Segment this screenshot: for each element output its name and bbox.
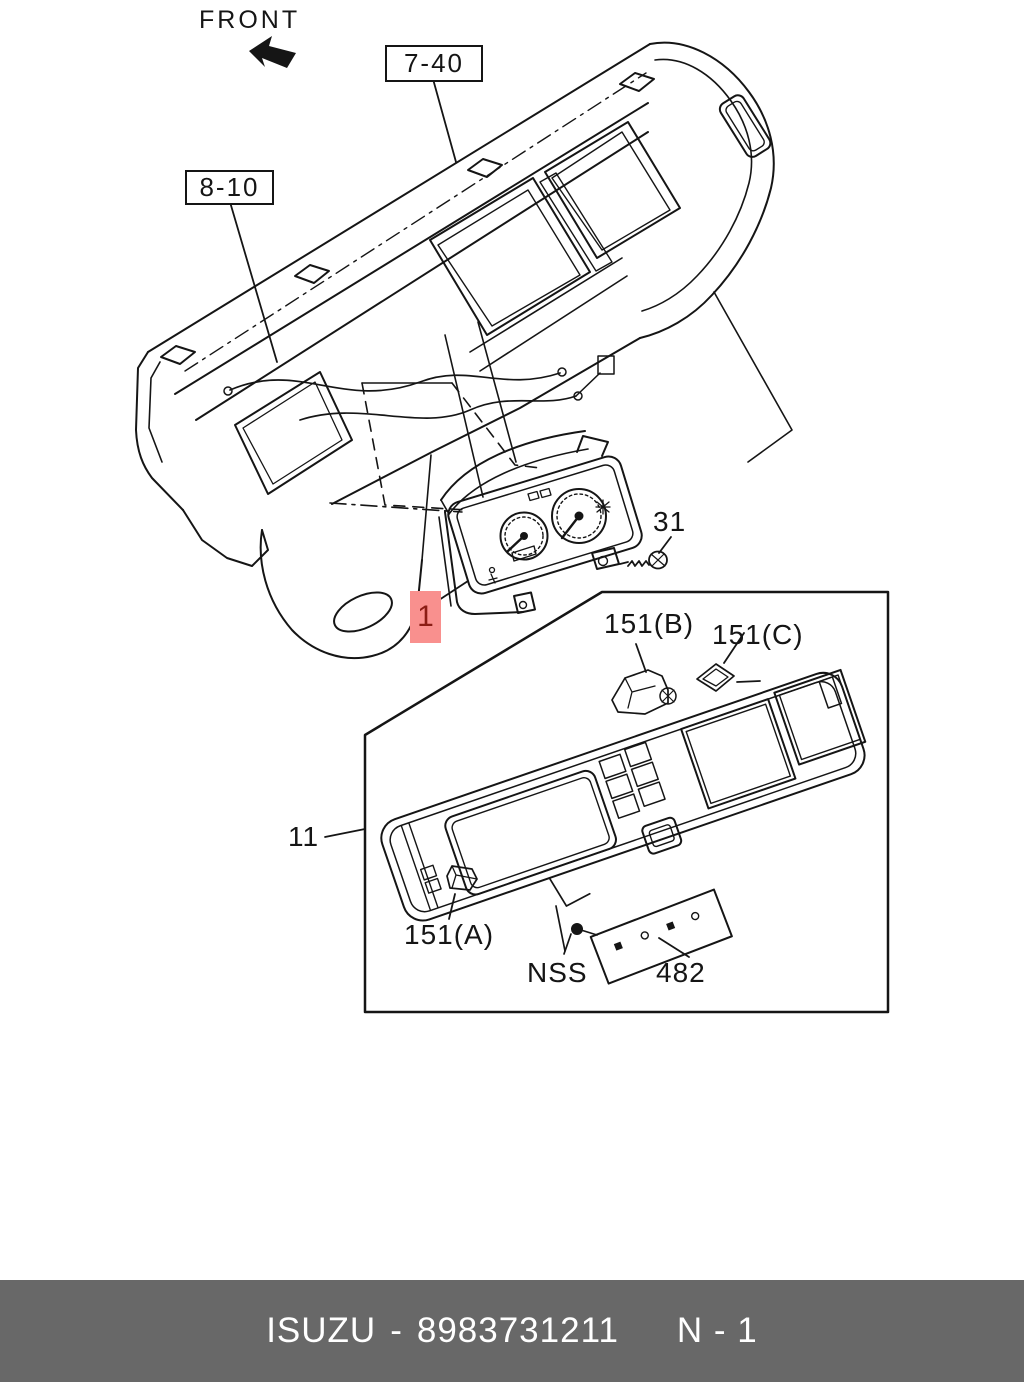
section-ref-8-10[interactable]: 8-10 xyxy=(185,170,274,205)
footer-bar xyxy=(0,1280,1024,1382)
footer-sheet-ref: N - 1 xyxy=(676,1311,758,1350)
footer-part-number: 8983731211 xyxy=(416,1311,619,1350)
instrument-cluster-drawing xyxy=(439,431,645,614)
callout-151c-clip[interactable]: 151(C) xyxy=(712,619,804,650)
callout-nss: NSS xyxy=(527,957,588,988)
snowflake-icon xyxy=(596,500,610,514)
front-orientation-label: FRONT xyxy=(199,6,301,34)
callout-151b-clip[interactable]: 151(B) xyxy=(604,608,695,639)
callout-151a-clip[interactable]: 151(A) xyxy=(404,919,495,950)
seatbelt-icon xyxy=(489,568,497,584)
callout-31-screw[interactable]: 31 xyxy=(653,506,687,537)
section-ref-7-40[interactable]: 7-40 xyxy=(385,45,483,82)
callout-11-panel-group[interactable]: 11 xyxy=(288,821,320,852)
front-arrow-icon xyxy=(249,36,296,68)
screw-drawing xyxy=(620,552,667,569)
callout-1-cluster-highlighted[interactable]: 1 xyxy=(410,591,441,643)
callout-482-plate[interactable]: 482 xyxy=(656,957,706,988)
footer-separator: - xyxy=(390,1311,403,1350)
footer-brand: ISUZU xyxy=(266,1311,377,1350)
